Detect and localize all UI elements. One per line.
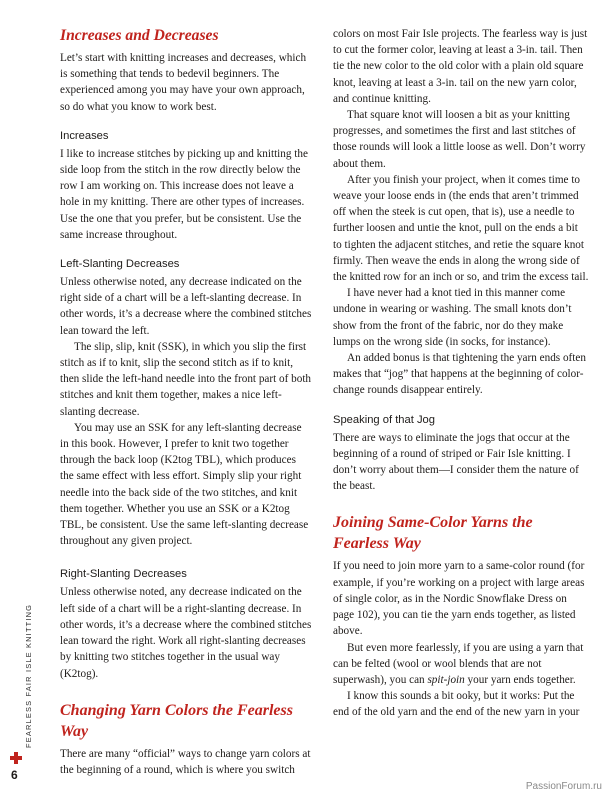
paragraph: I know this sounds a bit ooky, but it works: Put the end of the old yarn and the end of the new yarn in your (333, 690, 580, 719)
subheading-speaking-of-jog: Speaking of that Jog (333, 413, 436, 426)
paragraph: You may use an SSK for any left-slanting decrease in this book. However, I prefer to knit two together through the back loop (K2tog TBL), which produces the same effect with less effort. Simply slip your right needle into the back side of the two stitches, and knit them together. Whether you use an SSK or a K2tog TBL, be consistent. Use the same left-slanting decrease throughout any given project. (60, 421, 309, 548)
paragraph: Unless otherwise noted, any decrease indicated on the right side of a chart will be a left-slanting decrease. In other words, it’s a decrease where the combined stitches lean toward the left. (60, 276, 312, 337)
right-column (333, 26, 589, 721)
subheading-increases: Increases (60, 129, 109, 142)
paragraph: The slip, slip, knit (SSK), in which you slip the first stitch as if to knit, slip the second stitch as if to knit, then slide the left-hand needle into the front part of both stitches and knit them together, makes a nice left-slanting decrease. (60, 340, 312, 418)
paragraph: After you finish your project, when it comes time to weave your loose ends in (the ends that aren’t trimmed off when the steek is cut open, that is), use a needle to further loosen and untie the knot, pull on the ends a bit to tighten the adjacent stitches, and retie the square knot firmly. Then weave the ends in along the wrong side of the knitted row for an inch or so, and trim the excess tail. (333, 173, 589, 284)
paragraph (333, 640, 589, 689)
emphasis-spit-join: spit-join (427, 673, 465, 686)
page-number: 6 (11, 768, 18, 782)
paragraph: An added bonus is that tightening the yarn ends often makes that “jog” that happens at the beginning of color-change rounds disappear entirely. (333, 352, 586, 397)
paragraph: I like to increase stitches by picking up and knitting the side loop from the stitch in the row directly below the row I am working on. This increase does not leave a hole in my knitting. There are other types of increases. Use the one that you prefer, but be consistent. Use the same increase throughout. (60, 147, 308, 241)
heading-increases-decreases: Increases and Decreases (60, 27, 219, 44)
watermark: PassionForum.ru (525, 781, 602, 792)
heading-changing-yarn-colors: Changing Yarn Colors the Fearless Way (60, 701, 293, 740)
running-head (14, 598, 33, 748)
paragraph-text: But even more fearlessly, if you are using a yarn that can be felted (wool or wool blends that are not superwash), you can (333, 641, 584, 686)
paragraph-text: your yarn ends together. (464, 673, 576, 686)
paragraph: If you need to join more yarn to a same-color round (for example, if you’re working on a project with large areas of single color, as in the Nordic Snowflake Dress on page 102), you can tie the yarn ends together, as listed above. (333, 560, 585, 638)
red-cross-icon (10, 752, 22, 764)
paragraph: That square knot will loosen a bit as your knitting progresses, and sometimes the first and last stitches of those rounds will look a little loose as well. Don’t worry about them. (333, 109, 586, 170)
paragraph: colors on most Fair Isle projects. The fearless way is just to cut the former color, leaving at least a 3-in. tail. Then tie the new color to the old color with a plain old square knot, leaving at least a 3-in. tail on the new yarn color, and continue knitting. (333, 28, 588, 105)
subheading-left-slanting: Left-Slanting Decreases (60, 258, 180, 271)
running-head-text: FEARLESS FAIR ISLE KNITTING (24, 603, 33, 748)
paragraph: There are ways to eliminate the jogs that occur at the beginning of a round of striped or Fair Isle knitting. I don’t worry about them—I consider them the nature of the beast. (333, 431, 579, 493)
paragraph: There are many “official” ways to change yarn colors at the beginning of a round, which is where you switch (60, 747, 311, 776)
paragraph: I have never had a knot tied in this manner come undone in wearing or washing. The small knots don’t show from the front of the fabric, nor do they make lumps on the wrong side (in socks, for instance). (333, 287, 572, 348)
heading-joining-same-color: Joining Same-Color Yarns the Fearless Way (333, 514, 533, 553)
paragraph: Unless otherwise noted, any decrease indicated on the left side of a chart will be a right-slanting decrease. In other words, it’s a decrease where the combined stitches lean toward the right. Work all right-slanting decreases by knitting two stitches together in the usual way (K2tog). (60, 586, 312, 680)
subheading-right-slanting: Right-Slanting Decreases (60, 568, 187, 581)
left-column (60, 26, 312, 778)
paragraph: Let’s start with knitting increases and decreases, which is something that tends to bedevil beginners. The experienced among you may have your own approach, so do what you know to work best. (60, 52, 307, 113)
